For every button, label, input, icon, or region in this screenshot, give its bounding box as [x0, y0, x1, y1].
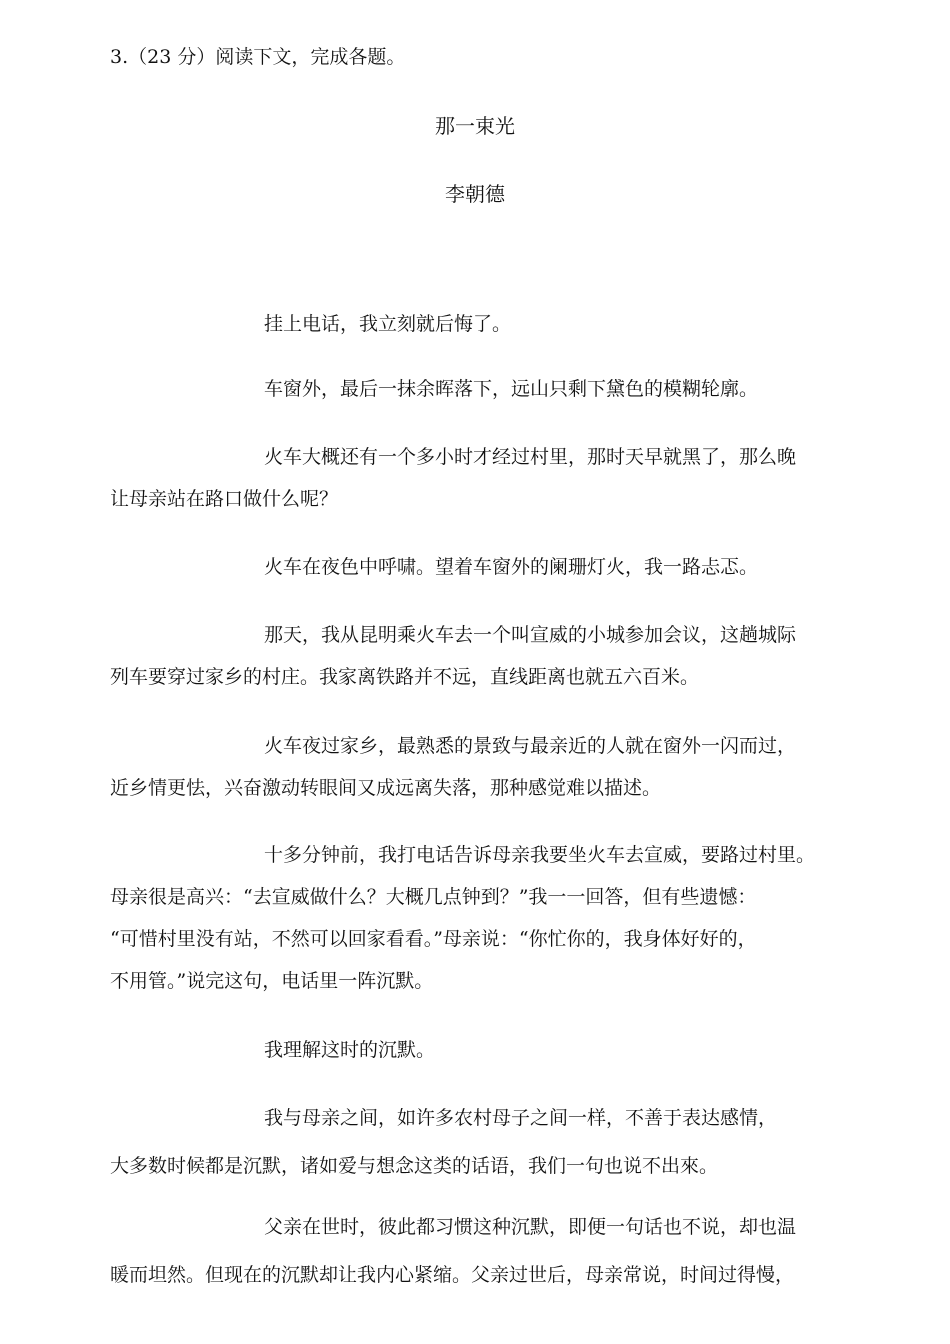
paragraph-6 — [110, 725, 870, 809]
paragraph-3 — [110, 436, 870, 520]
paragraph-line: 那天，我从昆明乘火车去一个叫宣威的小城参加会议，这趟城际 — [264, 624, 797, 646]
paragraph-line: 十多分钟前，我打电话告诉母亲我要坐火车去宣威，要路过村里。 — [264, 844, 816, 866]
paragraph-8 — [110, 1029, 870, 1071]
paragraph-line: 大多数时候都是沉默，诸如爱与想念这类的话语，我们一句也说不出來。 — [110, 1155, 719, 1177]
paragraph-5 — [110, 614, 870, 698]
paragraph-line: 挂上电话，我立刻就后悔了。 — [264, 313, 512, 335]
paragraph-line: 父亲在世时，彼此都习惯这种沉默，即便一句话也不说，却也温 — [264, 1216, 797, 1238]
paragraph-4 — [110, 546, 870, 588]
paragraph-line: “可惜村里没有站，不然可以回家看看。”母亲说：“你忙你的，我身体好好的， — [110, 928, 757, 950]
paragraph-line: 火车在夜色中呼啸。望着车窗外的阑珊灯火，我一路忐忑。 — [264, 556, 759, 578]
paragraph-2 — [110, 368, 870, 410]
paragraph-10 — [110, 1206, 870, 1296]
question-header: 3.（23 分）阅读下文，完成各题。 — [110, 46, 406, 68]
paragraph-line: 不用管。”说完这句，电话里一阵沉默。 — [110, 970, 434, 992]
paragraph-line: 我理解这时的沉默。 — [264, 1039, 436, 1061]
paragraph-line: 列车要穿过家乡的村庄。我家离铁路并不远，直线距离也就五六百米。 — [110, 666, 700, 688]
paragraph-1 — [110, 303, 870, 345]
article-author: 李朝德 — [445, 182, 505, 206]
paragraph-line: 我与母亲之间，如许多农村母子之间一样，不善于表达感情， — [264, 1107, 778, 1129]
paragraph-7 — [110, 834, 870, 1002]
paragraph-line: 暖而坦然。但现在的沉默却让我内心紧缩。父亲过世后，母亲常说，时间过得慢， — [110, 1264, 795, 1286]
paragraph-line: 近乡情更怯，兴奋激动转眼间又成远离失落，那种感觉难以描述。 — [110, 777, 662, 799]
paragraph-line: 火车夜过家乡，最熟悉的景致与最亲近的人就在窗外一闪而过， — [264, 735, 797, 757]
paragraph-line: 母亲很是高兴：“去宣威做什么？大概几点钟到？”我一一回答，但有些遗憾： — [110, 886, 757, 908]
paragraph-line: 让母亲站在路口做什么呢？ — [110, 488, 339, 510]
paragraph-line: 火车大概还有一个多小时才经过村里，那时天早就黑了，那么晚 — [264, 446, 797, 468]
article-title: 那一束光 — [435, 114, 515, 138]
paragraph-line: 车窗外，最后一抹余晖落下，远山只剩下黛色的模糊轮廓。 — [264, 378, 759, 400]
paragraph-9 — [110, 1097, 870, 1187]
